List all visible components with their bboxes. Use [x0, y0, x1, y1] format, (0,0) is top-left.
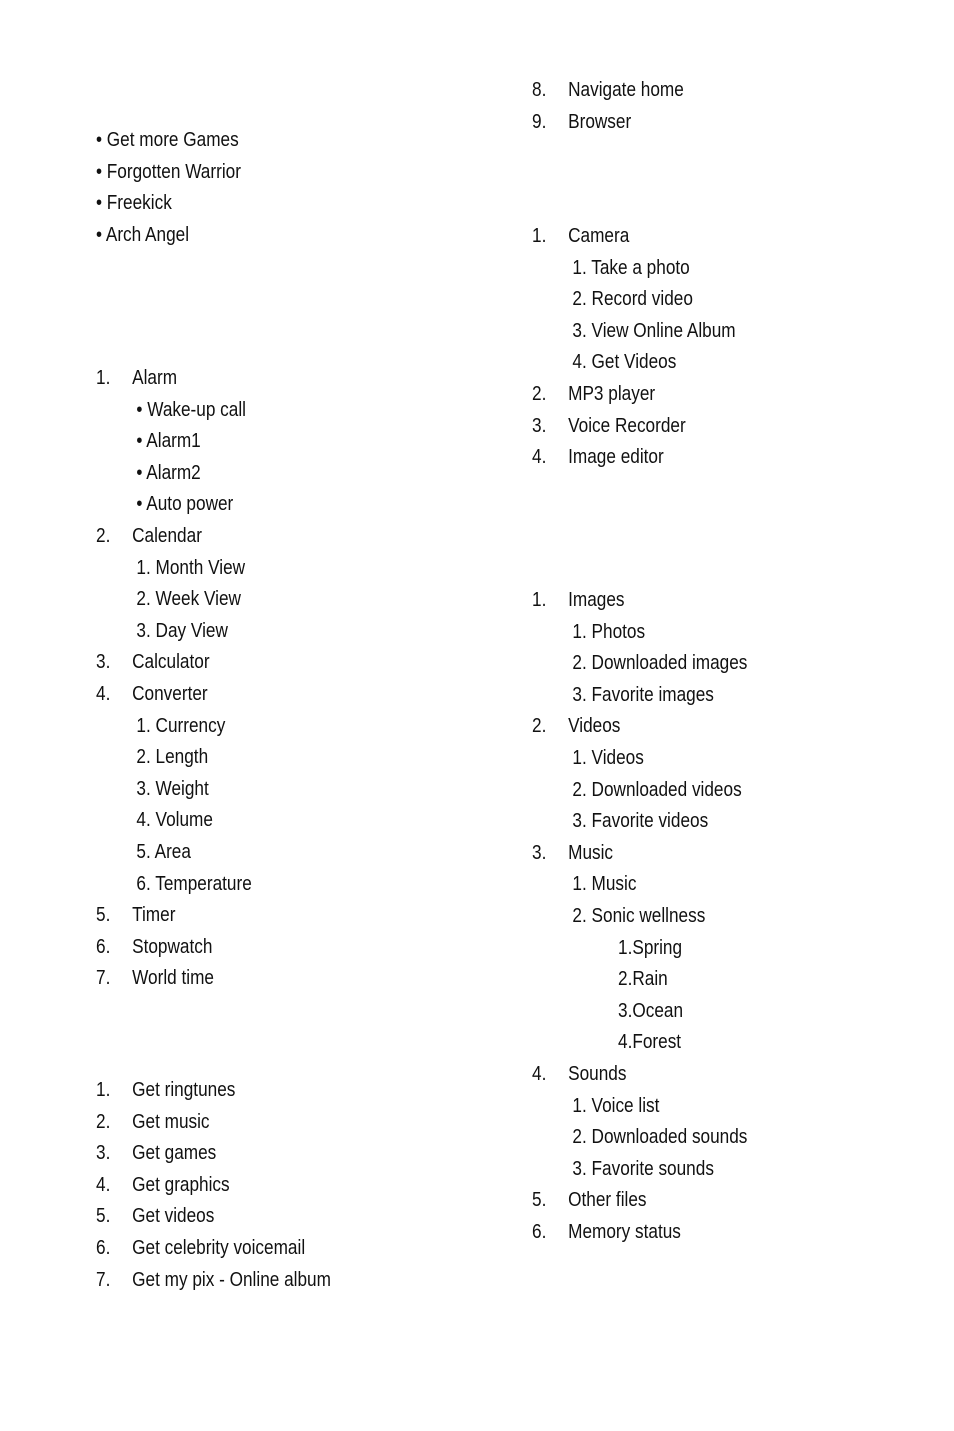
menu-item-label: Alarm — [132, 367, 178, 389]
menu-item-number: 3. — [96, 651, 111, 674]
sub-submenu-item-label: 2.Rain — [618, 968, 668, 991]
submenu-item-label: 3. Weight — [136, 777, 209, 800]
submenu-item-label: 2. Downloaded images — [572, 652, 748, 675]
submenu-item-label: 2. Downloaded videos — [572, 778, 742, 801]
submenu-item-label: 3. Day View — [136, 619, 228, 642]
submenu-item-label: 2. Sonic wellness — [572, 905, 706, 927]
menu-item-label: Stopwatch — [132, 935, 213, 958]
menu-item-label: Timer — [132, 904, 176, 927]
menu-item-number: 2. — [96, 525, 111, 547]
menu-item-label: Navigate home — [568, 79, 684, 101]
menu-item-label: Calendar — [132, 525, 202, 547]
menu-item-number: 5. — [96, 1205, 111, 1228]
menu-item-number: 6. — [96, 1237, 111, 1259]
submenu-item-label: 2. Record video — [572, 288, 693, 311]
submenu-item-label: 2. Downloaded sounds — [572, 1126, 748, 1149]
submenu-item-label: 1. Voice list — [572, 1094, 660, 1117]
submenu-item-label: 1. Month View — [136, 556, 246, 579]
menu-item-label: Sounds — [568, 1063, 627, 1085]
menu-item-label: Voice Recorder — [568, 414, 686, 437]
submenu-item-label: 4. Volume — [136, 809, 213, 832]
submenu-item-label: 2. Week View — [136, 588, 241, 611]
menu-item-label: Memory status — [568, 1221, 681, 1243]
menu-item-label: Music — [568, 841, 614, 864]
menu-item-number: 2. — [96, 1110, 111, 1133]
sub-submenu-item-label: 4.Forest — [618, 1031, 682, 1054]
submenu-item-label: 5. Area — [136, 841, 191, 863]
menu-item-number: 3. — [532, 414, 547, 437]
menu-item-number: 2. — [532, 383, 547, 405]
menu-item-number: 1. — [532, 589, 547, 611]
bullet-item: • Freekick — [96, 192, 172, 215]
submenu-item-label: 6. Temperature — [136, 872, 252, 895]
submenu-item-label: 3. Favorite images — [572, 683, 714, 706]
menu-item-label: Videos — [568, 715, 621, 738]
menu-item-label: World time — [132, 967, 215, 990]
menu-item-label: Converter — [132, 683, 208, 705]
bullet-item: • Arch Angel — [96, 223, 190, 246]
submenu-item-label: 1. Videos — [572, 747, 644, 769]
submenu-item-label: 3. View Online Album — [572, 319, 736, 342]
menu-item-number: 7. — [96, 967, 111, 990]
submenu-item-label: 4. Get Videos — [572, 351, 677, 374]
menu-item-label: Get music — [132, 1110, 210, 1133]
bullet-item: • Forgotten Warrior — [96, 160, 241, 183]
menu-item-number: 1. — [96, 367, 111, 389]
menu-item-number: 3. — [532, 841, 547, 864]
submenu-item-label: • Alarm1 — [136, 430, 201, 453]
menu-item-label: Get graphics — [132, 1173, 230, 1196]
submenu-item-label: 1. Music — [572, 873, 637, 896]
submenu-item-label: • Auto power — [136, 493, 234, 516]
menu-item-number: 3. — [96, 1142, 111, 1165]
menu-item-number: 1. — [96, 1079, 111, 1101]
submenu-item-label: • Wake-up call — [136, 398, 247, 421]
menu-item-label: Get ringtunes — [132, 1079, 236, 1101]
submenu-item-label: 3. Favorite videos — [572, 810, 709, 833]
menu-item-label: Calculator — [132, 651, 210, 674]
menu-item-label: Image editor — [568, 446, 664, 469]
menu-item-number: 5. — [532, 1189, 547, 1212]
menu-item-number: 7. — [96, 1268, 111, 1291]
menu-item-label: Get celebrity voicemail — [132, 1237, 306, 1259]
submenu-item-label: 2. Length — [136, 746, 209, 769]
menu-item-number: 8. — [532, 79, 547, 101]
menu-item-label: Browser — [568, 110, 632, 133]
menu-item-label: Camera — [568, 225, 630, 247]
submenu-item-label: 1. Currency — [136, 714, 226, 737]
sub-submenu-item-label: 1.Spring — [618, 936, 683, 959]
menu-item-number: 1. — [532, 225, 547, 247]
menu-item-number: 6. — [96, 935, 111, 958]
menu-item-label: Get games — [132, 1142, 217, 1165]
menu-item-number: 4. — [532, 446, 547, 469]
menu-item-number: 9. — [532, 110, 547, 133]
bullet-item: • Get more Games — [96, 129, 239, 151]
menu-item-number: 2. — [532, 715, 547, 738]
menu-item-label: Get videos — [132, 1205, 215, 1228]
menu-item-number: 6. — [532, 1221, 547, 1243]
sub-submenu-item-label: 3.Ocean — [618, 999, 684, 1022]
submenu-item-label: • Alarm2 — [136, 461, 201, 484]
menu-item-label: Get my pix - Online album — [132, 1268, 331, 1291]
submenu-item-label: 1. Take a photo — [572, 256, 690, 279]
menu-item-number: 5. — [96, 904, 111, 927]
menu-item-number: 4. — [96, 1173, 111, 1196]
submenu-item-label: 3. Favorite sounds — [572, 1157, 714, 1180]
submenu-item-label: 1. Photos — [572, 620, 646, 643]
menu-item-label: MP3 player — [568, 383, 656, 405]
menu-item-label: Images — [568, 589, 625, 611]
menu-item-number: 4. — [532, 1063, 547, 1085]
menu-item-label: Other files — [568, 1189, 647, 1212]
menu-item-number: 4. — [96, 683, 111, 705]
